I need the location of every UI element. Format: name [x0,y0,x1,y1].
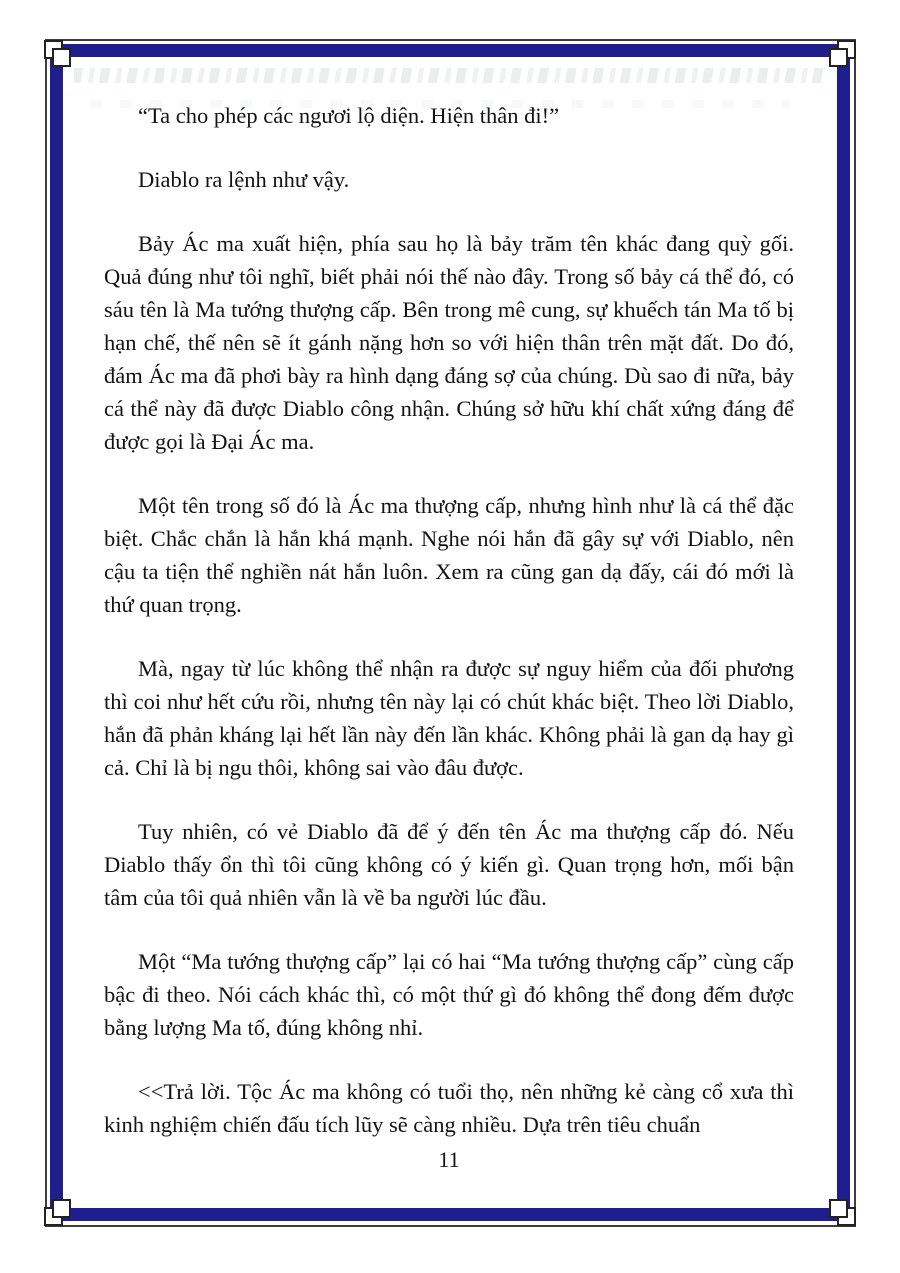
paragraph: Bảy Ác ma xuất hiện, phía sau họ là bảy trăm tên khác đang quỳ gối. Quả đúng như tôi nghĩ, biết phải nói thế nào đây. Trong số bảy cá thể đó, có sáu tên là Ma tướng thượng cấp. Bên trong mê cung, sự khuếch tán Ma tố bị hạn chế, thế nên sẽ ít gánh nặng hơn so với hiện thân trên mặt đất. Do đó, đám Ác ma đã phơi bày ra hình dạng đáng sợ của chúng. Dù sao đi nữa, bảy cá thể này đã được Diablo công nhận. Chúng sở hữu khí chất xứng đáng để được gọi là Đại Ác ma. [104,231,794,454]
paragraph: “Ta cho phép các ngươi lộ diện. Hiện thân đi!” [138,103,560,128]
paragraph: Tuy nhiên, có vẻ Diablo đã để ý đến tên Ác ma thượng cấp đó. Nếu Diablo thấy ổn thì tôi cũng không có ý kiến gì. Quan trọng hơn, mối bận tâm của tôi quả nhiên vẫn là về ba người lúc đầu. [104,819,794,910]
ornament-square [829,48,848,67]
ornament-square [52,48,71,67]
ornament-square [52,1199,71,1218]
paragraph: Mà, ngay từ lúc không thể nhận ra được sự nguy hiểm của đối phương thì coi như hết cứu rồi, nhưng tên này lại có chút khác biệt. Theo lời Diablo, hắn đã phản kháng lại hết lần này đến lần khác. Không phải là gan dạ hay gì cả. Chỉ là bị ngu thôi, không sai vào đâu được. [104,656,794,780]
page-text [104,99,794,1172]
ornament-square [829,1199,848,1218]
paragraph: Một “Ma tướng thượng cấp” lại có hai “Ma tướng thượng cấp” cùng cấp bậc đi theo. Nói cách khác thì, có một thứ gì đó không thể đong đếm được bằng lượng Ma tố, đúng không nhỉ. [104,949,794,1040]
page-number: 11 [438,1147,460,1172]
paragraph: Một tên trong số đó là Ác ma thượng cấp, nhưng hình như là cá thể đặc biệt. Chắc chắn là hắn khá mạnh. Nghe nói hắn đã gây sự với Diablo, nên cậu ta tiện thể nghiền nát hắn luôn. Xem ra cũng gan dạ đấy, cái đó mới là thứ quan trọng. [104,493,794,617]
paragraph: <<Trả lời. Tộc Ác ma không có tuổi thọ, nên những kẻ càng cổ xưa thì kinh nghiệm chiến đấu tích lũy sẽ càng nhiều. Dựa trên tiêu chuẩn [104,1079,794,1137]
paragraph: Diablo ra lệnh như vậy. [138,167,350,192]
